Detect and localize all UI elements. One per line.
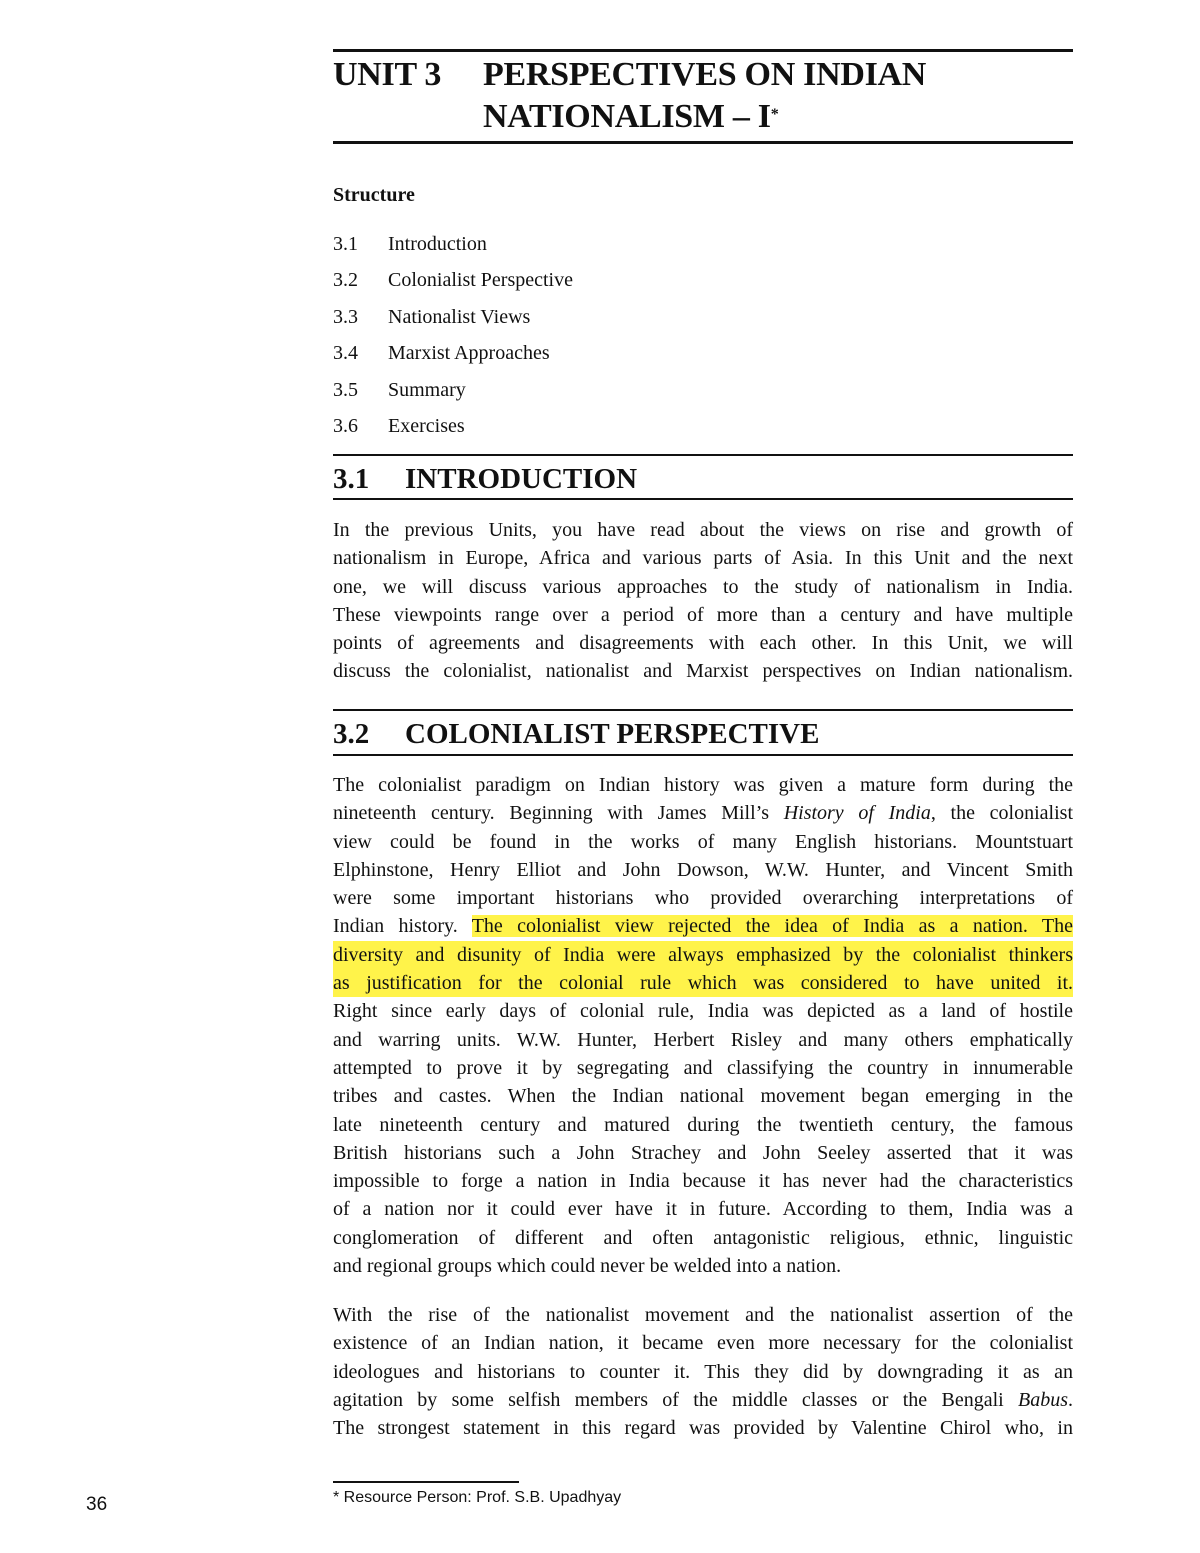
term-babus: Babus: [1018, 1388, 1068, 1411]
colonialist-paragraph-2: With the rise of the nationalist movement and the nationalist assertion of the existence of an Indian nation, it became even more necessary for the colonialist ideologues and historians to counter it. This they did by downgrading it as an agitation by some selfish members of the middle classes or the Bengali Babus. The strongest statement in this regard was provided by Valentine Chirol who, in: [333, 1304, 1073, 1440]
unit-title-line2: NATIONALISM – I: [483, 98, 771, 135]
unit-title-line1: PERSPECTIVES ON INDIAN: [483, 56, 927, 93]
page-number: 36: [86, 1494, 108, 1515]
structure-item: 3.2 Colonialist Perspective: [333, 269, 573, 292]
section-heading-colonialist: 3.2 COLONIALIST PERSPECTIVE: [333, 718, 820, 750]
highlighted-text: The colonialist view rejected the idea of India as a nation. The: [471, 915, 1073, 938]
title-top-rule: [333, 49, 1073, 52]
structure-item: 3.4 Marxist Approaches: [333, 342, 550, 365]
structure-list: [333, 226, 573, 444]
structure-item: 3.3 Nationalist Views: [333, 305, 531, 328]
title-bottom-rule: [333, 141, 1073, 144]
section-bottom-rule: [333, 754, 1073, 756]
structure-item: 3.5 Summary: [333, 378, 466, 401]
footnote-rule: [333, 1481, 519, 1483]
unit-title: [333, 54, 1073, 138]
highlighted-text: diversity and disunity of India were always emphasized by the colonialist thinkers: [333, 941, 1073, 969]
structure-item: 3.6 Exercises: [333, 414, 465, 437]
section-top-rule: [333, 709, 1073, 711]
section-top-rule: [333, 454, 1073, 456]
section-heading-introduction: 3.1 INTRODUCTION: [333, 463, 638, 495]
structure-heading: Structure: [333, 184, 415, 206]
section-bottom-rule: [333, 498, 1073, 500]
colonialist-paragraph-1: The colonialist paradigm on Indian history was given a mature form during the nineteenth century. Beginning with James Mill’s History of India, the colonialist view could be found in the works of many English historians. Mountstuart Elphinstone, Henry Elliot and John Dowson, W.W. Hunter, and Vincent Smith were some important historians who provided overarching interpretations of Indian history. The colonialist view rejected the idea of India as a nation. The diversity and disunity of India were always emphasized by the colonialist thinkers as justification for the colonial rule which was considered to have united it. Right since early days of colonial rule, India was depicted as a land of hostile and warring units. W.W. Hunter, Herbert Risley and many others emphatically attempted to prove it by segregating and classifying the country in innumerable tribes and castes. When the Indian national movement began emerging in the late nineteenth century and matured during the twentieth century, the famous British historians such a John Strachey and John Seeley asserted that it was impossible to forge a nation in India because it has never had the characteristics of a nation nor it could ever have it in future. According to them, India was a conglomeration of different and often antagonistic religious, ethnic, linguistic and regional groups which could never be welded into a nation.: [333, 774, 1073, 1278]
footnote: * Resource Person: Prof. S.B. Upadhyay: [333, 1489, 622, 1506]
introduction-paragraph: In the previous Units, you have read about the views on rise and growth of nationalism in Europe, Africa and various parts of Asia. In this Unit and the next one, we will discuss various approaches to the study of nationalism in India. These viewpoints range over a period of more than a century and have multiple points of agreements and disagreements with each other. In this Unit, we will discuss the colonialist, nationalist and Marxist perspectives on Indian nationalism.: [333, 519, 1073, 683]
unit-number: UNIT 3: [333, 56, 442, 93]
highlighted-text: as justification for the colonial rule which was considered to have united it.: [333, 969, 1073, 997]
book-title-history-of-india: History of India: [783, 802, 931, 825]
author-footnote-marker: *: [770, 106, 779, 123]
structure-item: 3.1 Introduction: [333, 233, 487, 255]
